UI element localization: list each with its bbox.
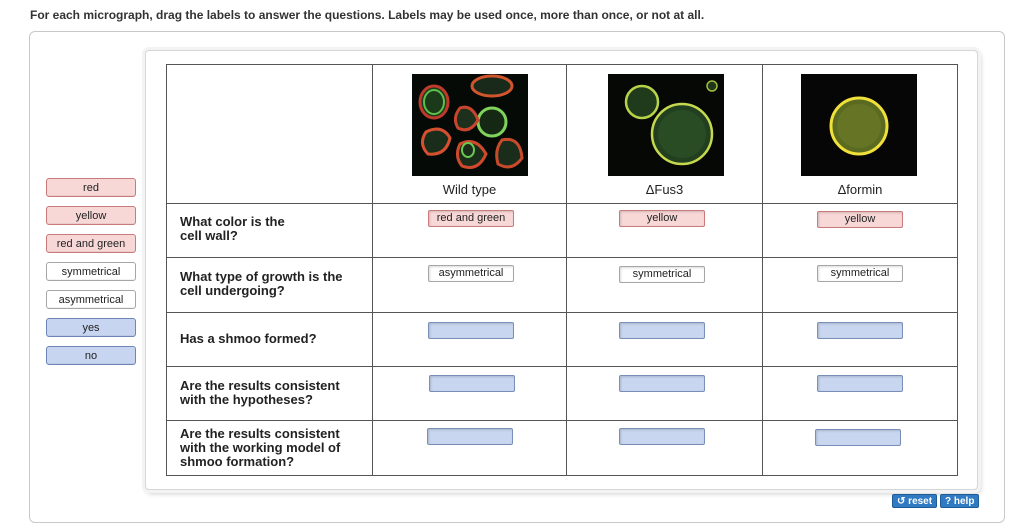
label-chip-no[interactable]: no — [46, 346, 136, 365]
instructions-text: For each micrograph, drag the labels to answer the questions. Labels may be used once, more than once, or not at all. — [30, 8, 705, 22]
micrograph-formin — [801, 74, 917, 176]
question-consistent-model — [167, 421, 373, 476]
label-chip-yes[interactable]: yes — [46, 318, 136, 337]
answer-slot-wt-q2[interactable]: asymmetrical — [428, 265, 514, 282]
column-fus3 — [567, 65, 763, 204]
question-cell-wall-color — [167, 204, 373, 258]
reset-label: reset — [908, 496, 933, 507]
question-growth-type — [167, 258, 373, 313]
label-chip-symmetrical[interactable]: symmetrical — [46, 262, 136, 281]
corner-cell — [167, 65, 373, 204]
help-label: help — [953, 496, 975, 507]
question-text: Are the results consistent with the hypotheses? — [180, 378, 340, 407]
micrograph-fus3 — [608, 74, 724, 176]
answer-slot-formin-q2[interactable]: symmetrical — [817, 265, 903, 282]
answer-table — [166, 64, 958, 476]
question-shmoo-formed — [167, 313, 373, 367]
answer-slot-wt-q3[interactable] — [428, 322, 514, 339]
column-header-wild-type: Wild type — [442, 182, 497, 197]
answer-slot-formin-q4[interactable] — [817, 375, 903, 392]
answer-slot-wt-q5[interactable] — [427, 428, 513, 445]
reset-button[interactable] — [892, 494, 937, 508]
answer-slot-fus3-q2[interactable]: symmetrical — [619, 266, 705, 283]
answer-slot-fus3-q3[interactable] — [619, 322, 705, 339]
answer-slot-fus3-q1[interactable]: yellow — [619, 210, 705, 227]
answer-slot-fus3-q5[interactable] — [619, 428, 705, 445]
column-wild-type — [373, 65, 567, 204]
label-chip-yellow[interactable]: yellow — [46, 206, 136, 225]
reset-icon: ↺ — [897, 496, 906, 507]
column-header-formin: Δformin — [837, 182, 883, 197]
answer-slot-wt-q1[interactable]: red and green — [428, 210, 514, 227]
column-header-fus3: ΔFus3 — [645, 182, 684, 197]
label-chip-asymmetrical[interactable]: asymmetrical — [46, 290, 136, 309]
label-chip-red-and-green[interactable]: red and green — [46, 234, 136, 253]
help-icon: ? — [945, 496, 952, 507]
answer-slot-fus3-q4[interactable] — [619, 375, 705, 392]
answer-slot-formin-q5[interactable] — [815, 429, 901, 446]
help-button[interactable] — [940, 494, 979, 508]
label-chip-red[interactable]: red — [46, 178, 136, 197]
column-formin — [763, 65, 958, 204]
micrograph-wild-type — [412, 74, 528, 176]
question-text: What type of growth is the cell undergoing? — [180, 269, 343, 298]
question-text: Has a shmoo formed? — [180, 331, 317, 346]
question-consistent-hypotheses — [167, 367, 373, 421]
answer-slot-wt-q4[interactable] — [429, 375, 515, 392]
answer-slot-formin-q1[interactable]: yellow — [817, 211, 903, 228]
answer-slot-formin-q3[interactable] — [817, 322, 903, 339]
question-text: Are the results consistent with the working model of shmoo formation? — [180, 426, 341, 469]
question-text: What color is the cell wall? — [180, 214, 285, 243]
